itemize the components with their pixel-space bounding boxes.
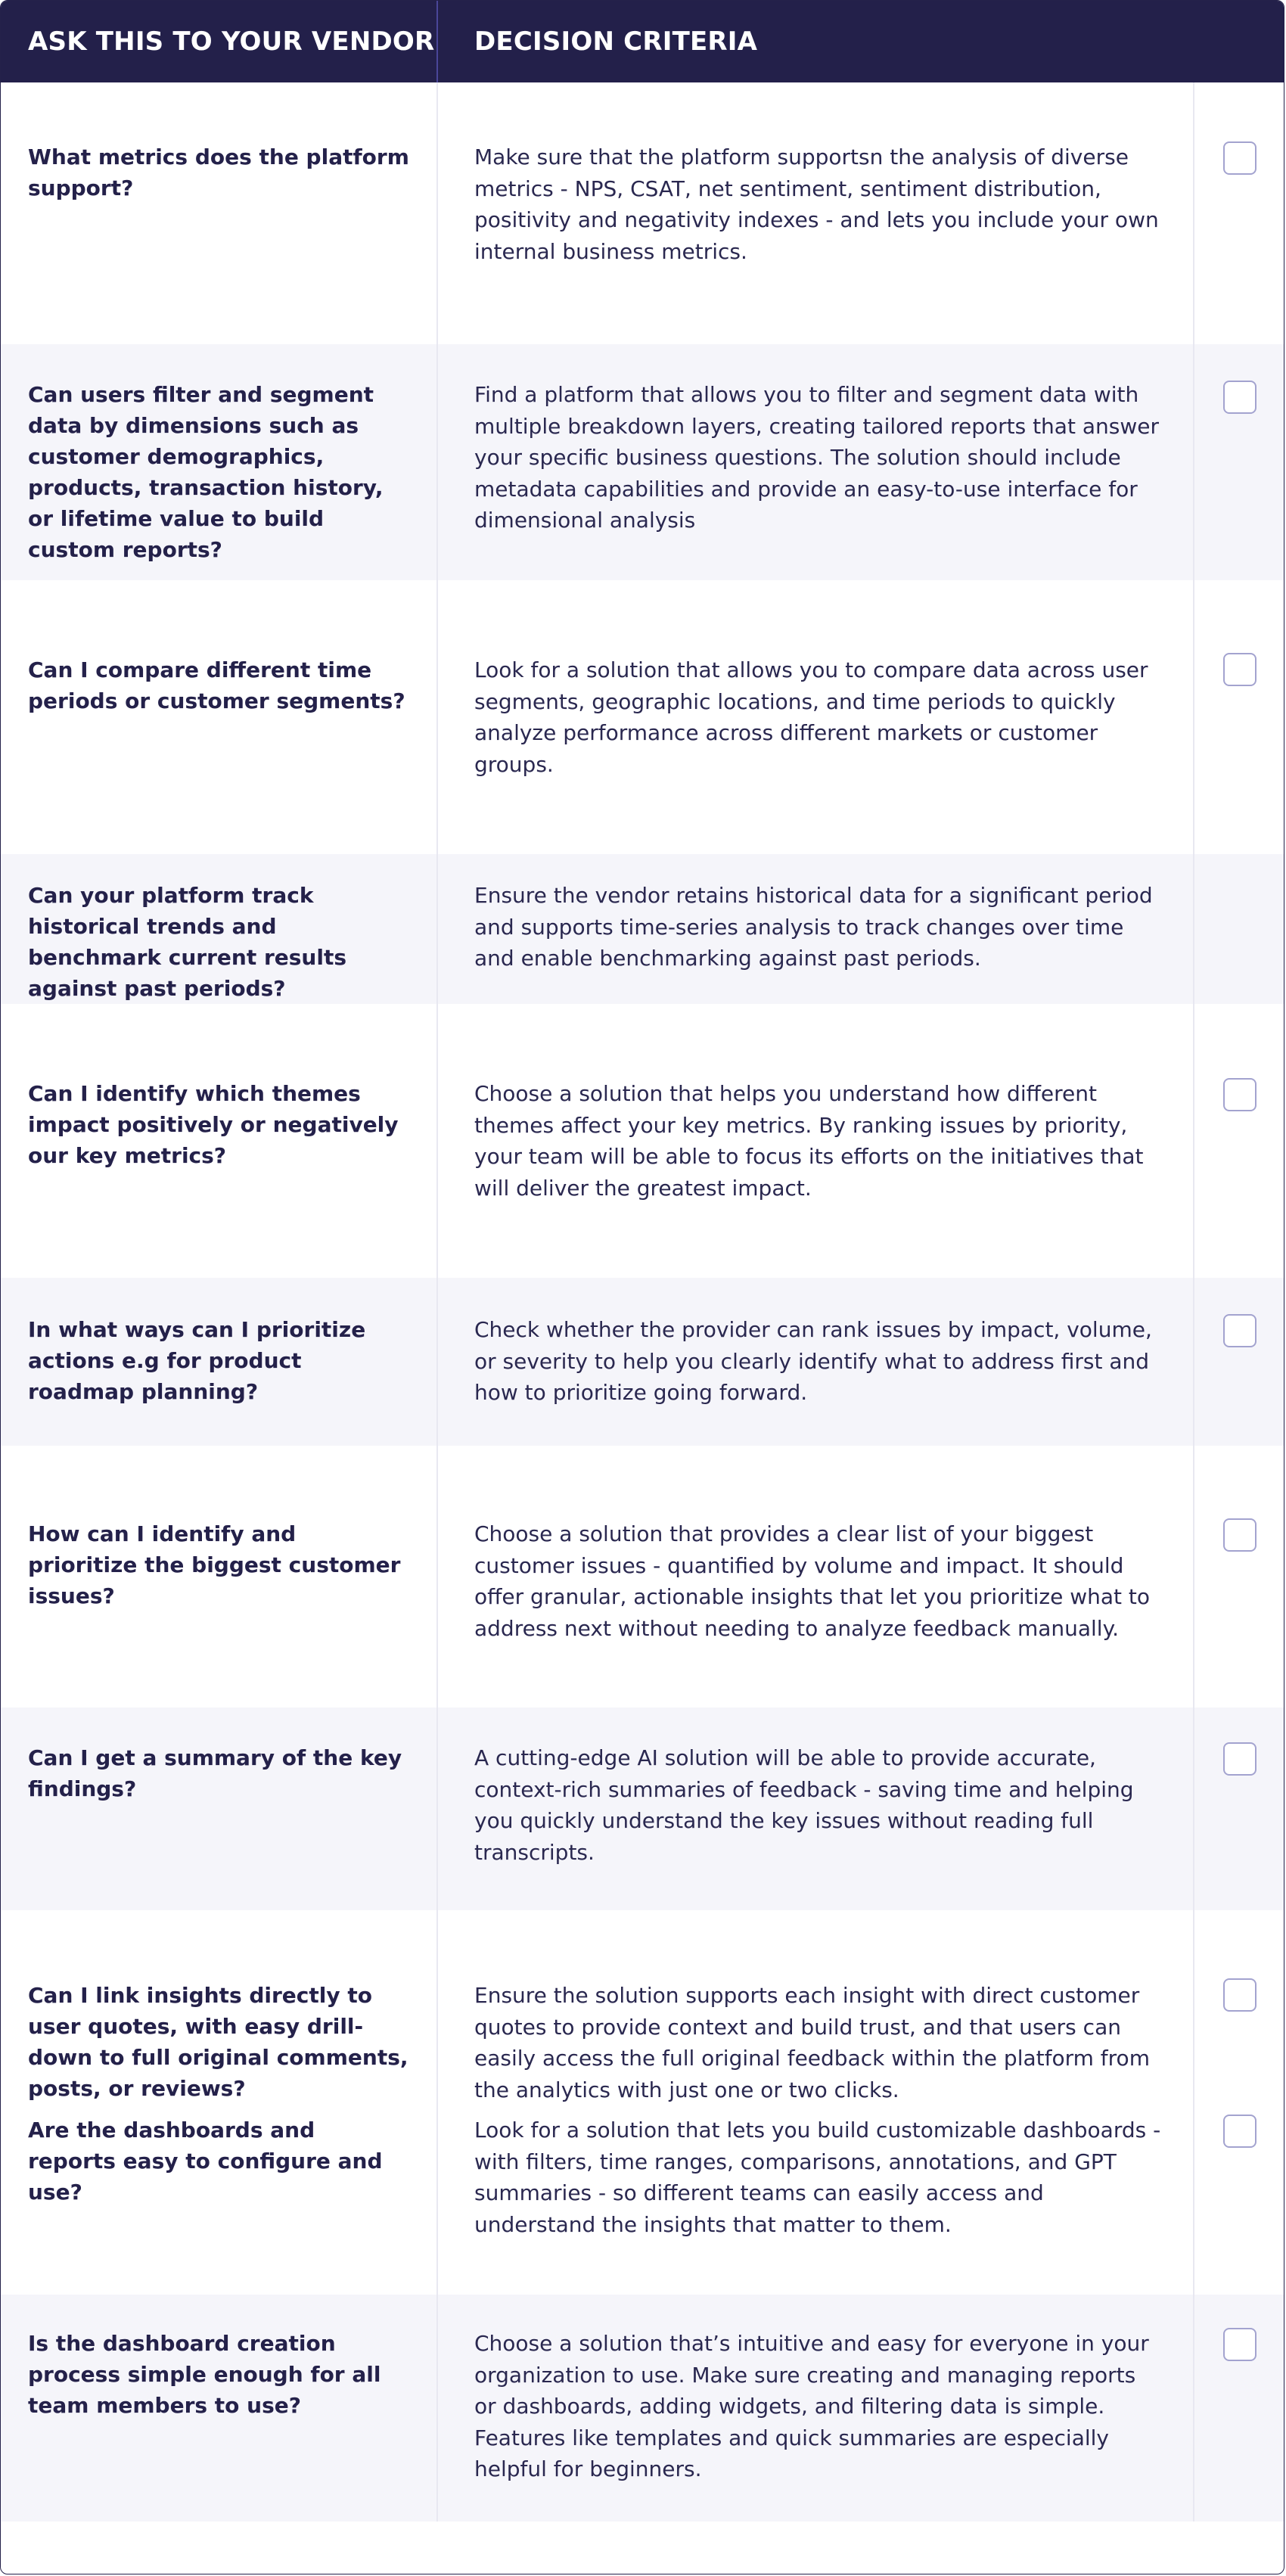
criteria-text: Make sure that the platform supportsn the analysis of diverse metrics - NPS, CSAT, net sentiment, sentiment distribution, positivity and negativity indexes - and lets you include your own internal business metrics. — [438, 82, 1194, 344]
table-row — [1, 82, 1284, 344]
question-text: Can users filter and segment data by dimensions such as customer demographics, products, transaction history, or lifetime value to build custom reports? — [1, 344, 438, 580]
checkbox-cell — [1194, 2104, 1284, 2295]
criteria-text: A cutting-edge AI solution will be able to provide accurate, context-rich summaries of feedback - saving time and helping you quickly understand the key issues without reading full transcripts. — [438, 1707, 1194, 1910]
table-row — [1, 1004, 1284, 1278]
checkbox-cell — [1194, 1707, 1284, 1910]
criteria-text: Find a platform that allows you to filter and segment data with multiple breakdown layers, creating tailored reports that answer your specific business questions. The solution should include metadata capabilities and provide an easy-to-use interface for dimensional analysis — [438, 344, 1194, 580]
question-text: Can I identify which themes impact positively or negatively our key metrics? — [1, 1004, 438, 1278]
criteria-text: Look for a solution that lets you build customizable dashboards - with filters, time ranges, comparisons, annotations, and GPT summaries - so different teams can easily access and understand the insights that matter to them. — [438, 2104, 1194, 2295]
question-text: Can your platform track historical trends and benchmark current results against past periods? — [1, 854, 438, 1004]
checkbox-cell — [1194, 344, 1284, 580]
question-text: How can I identify and prioritize the biggest customer issues? — [1, 1446, 438, 1707]
checkbox-cell — [1194, 1004, 1284, 1278]
criteria-checkbox[interactable] — [1223, 381, 1256, 414]
checkbox-cell — [1194, 82, 1284, 344]
checkbox-cell — [1194, 580, 1284, 854]
header-decision-criteria: DECISION CRITERIA — [474, 26, 758, 57]
table-row — [1, 1278, 1284, 1446]
checkbox-cell — [1194, 1278, 1284, 1446]
criteria-text: Choose a solution that helps you understand how different themes affect your key metrics. By ranking issues by priority, your team will be able to focus its efforts on the initiatives that will deliver the greatest impact. — [438, 1004, 1194, 1278]
criteria-checkbox[interactable] — [1223, 1518, 1256, 1552]
criteria-checkbox[interactable] — [1223, 1078, 1256, 1111]
criteria-checkbox[interactable] — [1223, 141, 1256, 175]
table-header — [1, 1, 1284, 82]
question-text: Can I link insights directly to user quotes, with easy drill-down to full original comments, posts, or reviews? — [1, 1910, 438, 2104]
question-text: Can I get a summary of the key findings? — [1, 1707, 438, 1910]
criteria-checkbox[interactable] — [1223, 2328, 1256, 2361]
criteria-text: Choose a solution that’s intuitive and easy for everyone in your organization to use. Make sure creating and managing reports or dashboards, adding widgets, and filtering data is simple. Features like templates and quick summaries are especially helpful for beginners. — [438, 2295, 1194, 2522]
question-text: What metrics does the platform support? — [1, 82, 438, 344]
table-row — [1, 1707, 1284, 1910]
criteria-checkbox[interactable] — [1223, 1978, 1256, 2012]
table-row — [1, 2295, 1284, 2522]
criteria-text: Ensure the solution supports each insight with direct customer quotes to provide context and build trust, and that users can easily access the full original feedback within the platform from the analytics with just one or two clicks. — [438, 1910, 1194, 2104]
table-row — [1, 580, 1284, 854]
table-row — [1, 344, 1284, 580]
criteria-checkbox[interactable] — [1223, 653, 1256, 686]
criteria-checkbox[interactable] — [1223, 1742, 1256, 1776]
table-row — [1, 2104, 1284, 2295]
criteria-checkbox[interactable] — [1223, 2115, 1256, 2148]
checkbox-cell — [1194, 1910, 1284, 2104]
table-row — [1, 1910, 1284, 2104]
checkbox-cell — [1194, 1446, 1284, 1707]
question-text: Is the dashboard creation process simple enough for all team members to use? — [1, 2295, 438, 2522]
table-row — [1, 854, 1284, 1004]
criteria-text: Ensure the vendor retains historical data for a significant period and supports time-series analysis to track changes over time and enable benchmarking against past periods. — [438, 854, 1194, 1004]
criteria-text: Check whether the provider can rank issues by impact, volume, or severity to help you clearly identify what to address first and how to prioritize going forward. — [438, 1278, 1194, 1446]
criteria-checkbox[interactable] — [1223, 1314, 1256, 1347]
criteria-text: Choose a solution that provides a clear list of your biggest customer issues - quantified by volume and impact. It should offer granular, actionable insights that let you prioritize what to address next without needing to analyze feedback manually. — [438, 1446, 1194, 1707]
question-text: Are the dashboards and reports easy to configure and use? — [1, 2104, 438, 2295]
checkbox-cell — [1194, 854, 1284, 1004]
criteria-text: Look for a solution that allows you to compare data across user segments, geographic locations, and time periods to quickly analyze performance across different markets or customer groups. — [438, 580, 1194, 854]
question-text: Can I compare different time periods or customer segments? — [1, 580, 438, 854]
checkbox-cell — [1194, 2295, 1284, 2522]
question-text: In what ways can I prioritize actions e.g for product roadmap planning? — [1, 1278, 438, 1446]
table-row — [1, 1446, 1284, 1707]
header-ask-vendor: ASK THIS TO YOUR VENDOR — [1, 1, 438, 82]
